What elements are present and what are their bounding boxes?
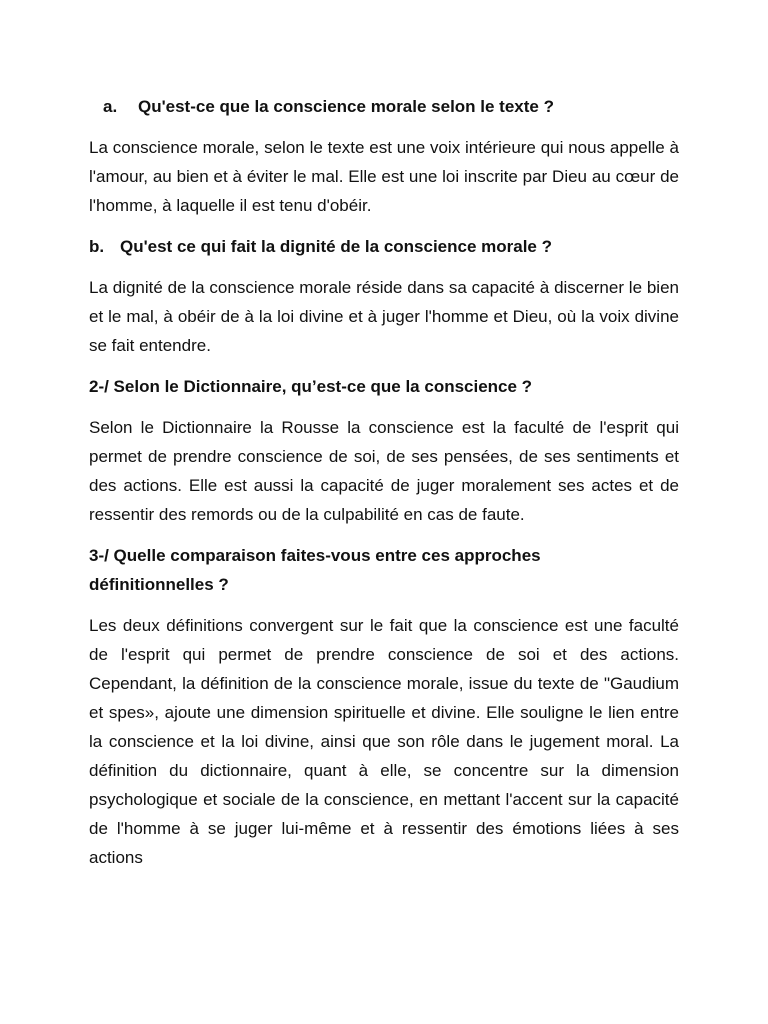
- question-2: 2-/ Selon le Dictionnaire, qu’est-ce que la conscience ?: [89, 377, 533, 396]
- question-3: 3-/ Quelle comparaison faites-vous entre ces approches définitionnelles ?: [89, 546, 541, 594]
- question-a: [89, 92, 679, 121]
- answer-a: La conscience morale, selon le texte est une voix intérieure qui nous appelle à l'amour, au bien et à éviter le mal. Elle est une loi inscrite par Dieu au cœur de l'homme, à laquelle il est tenu d'obéir.: [89, 138, 679, 215]
- list-marker: b.: [89, 237, 105, 256]
- question-text: Qu'est ce qui fait la dignité de la conscience morale ?: [120, 237, 552, 256]
- answer-3: Les deux définitions convergent sur le fait que la conscience est une faculté de l'esprit qui permet de prendre conscience de soi et des actions. Cependant, la définition de la conscience morale, issue du texte de "Gaudium et spes», ajoute une dimension spirituelle et divine. Elle souligne le lien entre la conscience et la loi divine, ainsi que son rôle dans le jugement moral. La définition du dictionnaire, quant à elle, se concentre sur la dimension psychologique et sociale de la conscience, en mettant l'accent sur la capacité de l'homme à se juger lui-même et à ressentir des émotions liées à ses actions: [89, 616, 679, 867]
- question-text: Qu'est-ce que la conscience morale selon le texte ?: [138, 97, 554, 116]
- answer-b: La dignité de la conscience morale réside dans sa capacité à discerner le bien et le mal, à obéir de à la loi divine et à juger l'homme et Dieu, où la voix divine se fait entendre.: [89, 278, 679, 355]
- question-b: [89, 232, 679, 261]
- answer-2: Selon le Dictionnaire la Rousse la conscience est la faculté de l'esprit qui permet de prendre conscience de soi, de ses pensées, de ses sentiments et des actions. Elle est aussi la capacité de juger moralement ses actes et de ressentir des remords ou de la culpabilité en cas de faute.: [89, 418, 679, 524]
- document-page: [89, 92, 679, 884]
- list-marker: a.: [103, 97, 118, 116]
